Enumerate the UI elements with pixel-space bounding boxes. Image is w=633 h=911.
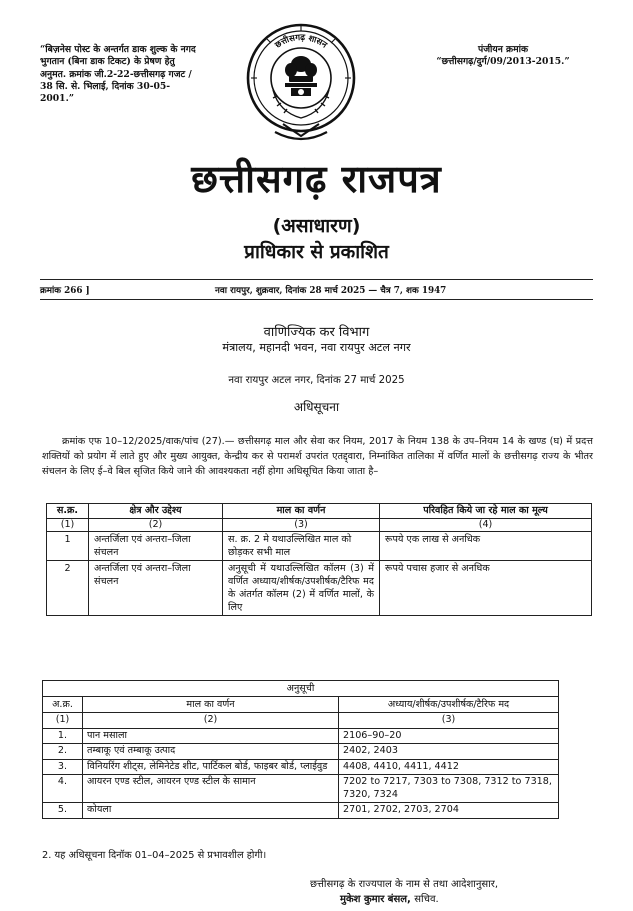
table-column-number-row: (1) (2) (3) (4) bbox=[47, 519, 592, 532]
postal-permit-note: “बिज़नेस पोस्ट के अन्तर्गत डाक शुल्क के नगद भुगतान (बिना डाक टिकट) के प्रेषण हेतु अनुमत. क्रमांक जी.2-22-छत्तीसगढ़ गजट / 38 सि. से. भिलाई, दिनांक 30-05-2001.” bbox=[40, 44, 196, 105]
department-name: वाणिज्यिक कर विभाग bbox=[263, 325, 370, 340]
table-column-number-row: (1) (2) (3) bbox=[43, 713, 559, 729]
table-row: 1 अन्तर्जिला एवं अन्तरा–जिला संचलन स. क्र. 2 मे यथाउल्लिखित माल को छोड़कर सभी माल रूपये एक लाख से अनधिक bbox=[47, 532, 592, 561]
exemption-table bbox=[46, 503, 592, 616]
table-row: 4. आयरन एण्ड स्टील, आयरन एण्ड स्टील के सामान 7202 to 7217, 7303 to 7308, 7312 to 7318, 7320, 7324 bbox=[43, 775, 559, 803]
issue-number: क्रमांक 266 ] bbox=[40, 286, 90, 296]
col-header-serial: अ.क्र. bbox=[43, 697, 83, 713]
gazette-subtitle-extraordinary: (असाधारण) bbox=[272, 215, 361, 237]
masthead-rule-top bbox=[40, 279, 593, 280]
registration-block bbox=[408, 44, 598, 69]
col-header-area-purpose: क्षेत्र और उद्देश्य bbox=[89, 504, 223, 519]
schedule-title-row bbox=[43, 681, 559, 697]
table-row: 3. विनियरिंग शीट्स, लेमिनेटेड शीट, पार्टिकल बोर्ड, फाइबर बोर्ड, प्लाईवुड 4408, 4410, 4411, 4412 bbox=[43, 759, 559, 775]
table-header-row bbox=[47, 504, 592, 519]
lion-capital-icon bbox=[285, 56, 317, 96]
signatory-name: मुकेश कुमार बंसल, bbox=[340, 894, 411, 905]
col-header-goods-description: माल का वर्णन bbox=[83, 697, 339, 713]
table-row: 2 अन्तर्जिला एवं अन्तरा–जिला संचलन अनुसूची में यथाउल्लिखित कॉलम (3) में वर्णित अध्याय/शीर्षक/उपशीर्षक/टैरिफ मद के अंतर्गत कॉलम (2) में वर्णित मालों, के लिए रूपये पचास हजार से अनधिक bbox=[47, 561, 592, 616]
table-row: 2. तम्बाकू एवं तम्बाकू उत्पाद 2402, 2403 bbox=[43, 744, 559, 760]
masthead-rule-bottom bbox=[40, 299, 593, 300]
gazette-subtitle-authority: प्राधिकार से प्रकाशित bbox=[244, 241, 389, 263]
schedule-title: अनुसूची bbox=[43, 681, 559, 697]
table-row: 5. कोयला 2701, 2702, 2703, 2704 bbox=[43, 803, 559, 819]
department-address: मंत्रालय, महानदी भवन, नवा रायपुर अटल नगर bbox=[222, 341, 411, 354]
col-header-goods-value: परिवहित किये जा रहे माल का मूल्य bbox=[380, 504, 592, 519]
seal-text: छत्तीसगढ़ शासन bbox=[273, 32, 329, 51]
notice-title: अधिसूचना bbox=[293, 400, 340, 414]
state-emblem-seal bbox=[245, 20, 357, 148]
notice-place-date: नवा रायपुर अटल नगर, दिनांक 27 मार्च 2025 bbox=[228, 375, 405, 386]
table-row: 1. पान मसाला 2106–90–20 bbox=[43, 728, 559, 744]
gazette-title: छत्तीसगढ़ राजपत्र bbox=[191, 156, 442, 201]
issue-date: नवा रायपुर, शुक्रवार, दिनांक 28 मार्च 2025 — चैत्र 7, शक 1947 bbox=[215, 286, 447, 296]
col-header-tariff: अध्याय/शीर्षक/उपशीर्षक/टैरिफ मद bbox=[339, 697, 559, 713]
notice-paragraph: क्रमांक एफ 10–12/2025/वाक/पांच (27).— छत्तीसगढ़ माल और सेवा कर नियम, 2017 के नियम 138 के उप–नियम 14 के खण्ड (घ) में प्रदत्त शक्तियों को प्रयोग में लाते हुए और मुख्य आयुक्त, केन्द्रीय कर से परामर्श उपरांत एतद्द्वारा, निम्नांकित तालिका में वर्णित मालों के छत्तीसगढ़ राज्य के भीतर संचलन के लिए ई–वे बिल सृजित किये जाने की आवश्यकता नहीं होगा अधिसूचित किया जाता है– bbox=[42, 436, 593, 477]
registration-label: पंजीयन क्रमांक bbox=[477, 44, 529, 55]
effective-date-note: 2. यह अधिसूचना दिनॉक 01–04–2025 से प्रभावशील होगी। bbox=[42, 850, 267, 861]
signatory-designation: सचिव. bbox=[414, 894, 439, 905]
col-header-goods-description: माल का वर्णन bbox=[223, 504, 380, 519]
schedule-table bbox=[42, 680, 559, 819]
authority-line: छत्तीसगढ़ के राज्यपाल के नाम से तथा आदेशानुसार, bbox=[310, 879, 499, 890]
registration-number: “छत्तीसगढ़/दुर्ग/09/2013-2015.” bbox=[436, 56, 570, 68]
col-header-serial: स.क्र. bbox=[47, 504, 89, 519]
signatory-block bbox=[340, 891, 439, 905]
table-header-row bbox=[43, 697, 559, 713]
